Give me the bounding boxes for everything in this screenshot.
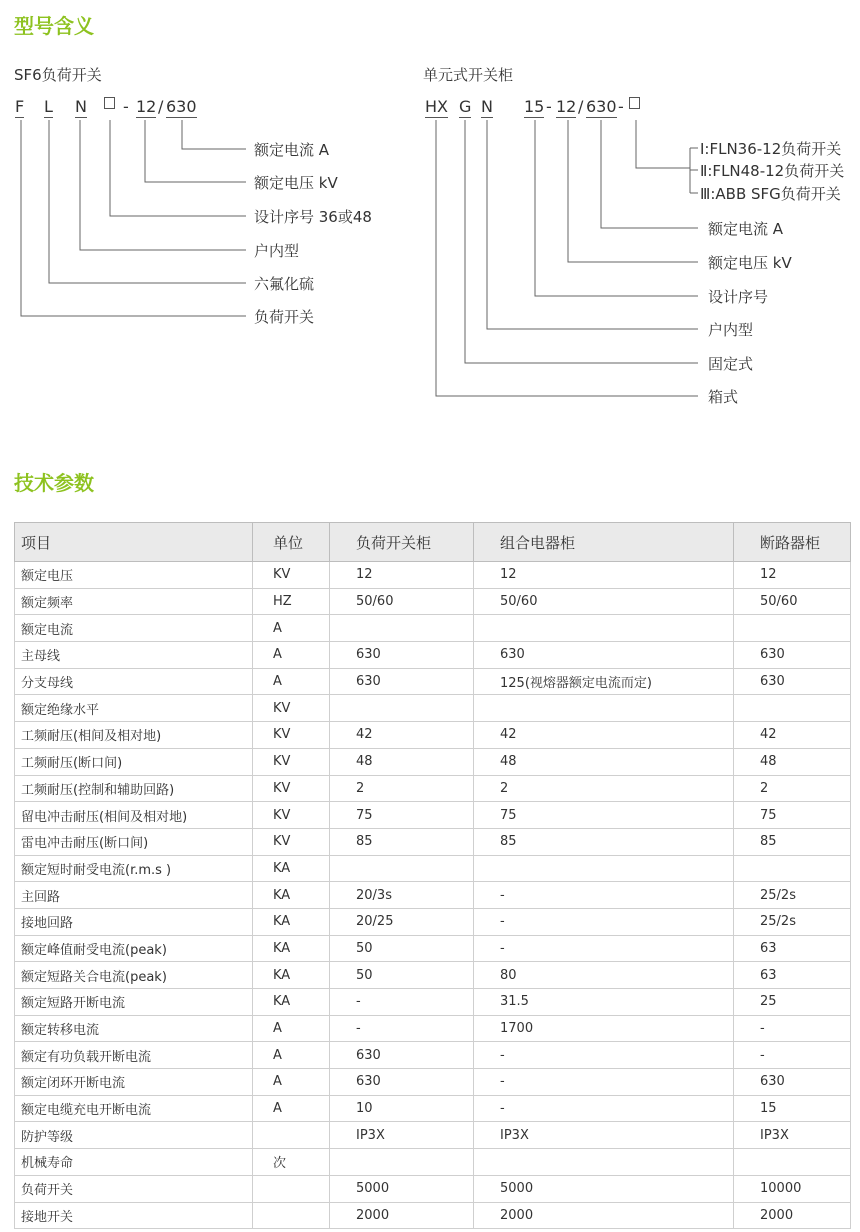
cell-item: 额定短路关合电流(peak): [15, 962, 253, 989]
left-label-rated-current: 额定电流 A: [254, 141, 330, 159]
header-unit: 单位: [253, 523, 330, 562]
cell-breaker: 630: [734, 642, 851, 669]
table-row: [15, 1069, 851, 1096]
cell-unit: KA: [253, 882, 330, 909]
right-subtitle: 单元式开关柜: [423, 66, 514, 84]
cell-unit: KV: [253, 802, 330, 829]
cell-item: 雷电冲击耐压(断口间): [15, 828, 253, 855]
right-label-rated-current: 额定电流 A: [708, 220, 784, 238]
cell-combined: 1700: [474, 1015, 734, 1042]
cell-item: 额定短路开断电流: [15, 989, 253, 1016]
cell-combined: 12: [474, 562, 734, 589]
cell-item: 工频耐压(控制和辅助回路): [15, 775, 253, 802]
cell-load-switch: 630: [330, 642, 474, 669]
cell-breaker: IP3X: [734, 1122, 851, 1149]
code-630: 630: [166, 97, 197, 116]
cell-load-switch: 630: [330, 1042, 474, 1069]
cell-breaker: 42: [734, 722, 851, 749]
cell-load-switch: 12: [330, 562, 474, 589]
cell-combined: 50/60: [474, 588, 734, 615]
table-row: [15, 588, 851, 615]
cell-item: 额定绝缘水平: [15, 695, 253, 722]
code-12: 12: [136, 97, 157, 116]
cell-unit: A: [253, 1069, 330, 1096]
code-f: F: [15, 97, 25, 116]
cell-breaker: 10000: [734, 1175, 851, 1202]
cell-unit: [253, 1175, 330, 1202]
code-dash: -: [123, 97, 129, 116]
table-row: [15, 1042, 851, 1069]
cell-unit: KA: [253, 989, 330, 1016]
left-label-sf6: 六氟化硫: [254, 275, 315, 293]
cell-breaker: 630: [734, 668, 851, 695]
cell-load-switch: 48: [330, 748, 474, 775]
cell-combined: -: [474, 935, 734, 962]
cell-item: 主回路: [15, 882, 253, 909]
right-option-1: I:FLN36-12负荷开关: [700, 140, 842, 158]
cell-unit: A: [253, 615, 330, 642]
cell-breaker: 48: [734, 748, 851, 775]
cell-breaker: [734, 695, 851, 722]
cell-item: 留电冲击耐压(相间及相对地): [15, 802, 253, 829]
cell-load-switch: 75: [330, 802, 474, 829]
cell-item: 额定短时耐受电流(r.m.s ): [15, 855, 253, 882]
code-12: 12: [556, 97, 577, 116]
cell-breaker: -: [734, 1015, 851, 1042]
right-label-indoor: 户内型: [708, 321, 754, 339]
code-n: N: [481, 97, 493, 116]
table-row: [15, 722, 851, 749]
table-body: [15, 562, 851, 1229]
table-row: [15, 855, 851, 882]
code-n: N: [75, 97, 87, 116]
table-row: [15, 1175, 851, 1202]
right-label-rated-voltage: 额定电压 kV: [708, 254, 792, 272]
cell-combined: -: [474, 1095, 734, 1122]
table-row: [15, 1015, 851, 1042]
header-item: 项目: [15, 523, 253, 562]
cell-unit: A: [253, 1095, 330, 1122]
table-row: [15, 615, 851, 642]
cell-breaker: 15: [734, 1095, 851, 1122]
cell-unit: KA: [253, 935, 330, 962]
cell-breaker: 75: [734, 802, 851, 829]
cell-item: 工频耐压(断口间): [15, 748, 253, 775]
code-dash: -: [546, 97, 552, 116]
cell-unit: [253, 1122, 330, 1149]
cell-breaker: [734, 855, 851, 882]
cell-unit: A: [253, 668, 330, 695]
cell-load-switch: 2: [330, 775, 474, 802]
table-row: [15, 802, 851, 829]
table-row: [15, 775, 851, 802]
cell-item: 额定有功负载开断电流: [15, 1042, 253, 1069]
cell-item: 防护等级: [15, 1122, 253, 1149]
cell-item: 接地回路: [15, 908, 253, 935]
cell-unit: KV: [253, 828, 330, 855]
code-dash-2: -: [618, 97, 624, 116]
cell-combined: 125(视熔器额定电流而定): [474, 668, 734, 695]
cell-combined: [474, 615, 734, 642]
cell-load-switch: IP3X: [330, 1122, 474, 1149]
right-label-box-type: 箱式: [708, 388, 739, 406]
cell-item: 负荷开关: [15, 1175, 253, 1202]
right-label-design-serial: 设计序号: [708, 288, 769, 306]
cell-item: 机械寿命: [15, 1149, 253, 1176]
right-label-fixed: 固定式: [708, 355, 754, 373]
cell-breaker: 63: [734, 935, 851, 962]
cell-combined: 48: [474, 748, 734, 775]
cell-combined: 630: [474, 642, 734, 669]
code-hx: HX: [425, 97, 448, 116]
table-row: [15, 1122, 851, 1149]
cell-item: 额定闭环开断电流: [15, 1069, 253, 1096]
cell-combined: 85: [474, 828, 734, 855]
cell-breaker: 63: [734, 962, 851, 989]
cell-breaker: 2000: [734, 1202, 851, 1229]
table-row: [15, 748, 851, 775]
code-slash: /: [578, 97, 584, 116]
cell-load-switch: 85: [330, 828, 474, 855]
cell-combined: 42: [474, 722, 734, 749]
cell-unit: KA: [253, 962, 330, 989]
right-option-3: Ⅲ:ABB SFG负荷开关: [700, 185, 841, 203]
header-load-switch-cabinet: 负荷开关柜: [330, 523, 474, 562]
cell-combined: -: [474, 1069, 734, 1096]
header-combined-cabinet: 组合电器柜: [474, 523, 734, 562]
cell-unit: KV: [253, 775, 330, 802]
cell-load-switch: [330, 615, 474, 642]
cell-combined: [474, 1149, 734, 1176]
cell-unit: [253, 1202, 330, 1229]
cell-combined: [474, 855, 734, 882]
cell-combined: 5000: [474, 1175, 734, 1202]
cell-load-switch: 50: [330, 962, 474, 989]
cell-unit: 次: [253, 1149, 330, 1176]
cell-unit: KV: [253, 722, 330, 749]
cell-combined: -: [474, 1042, 734, 1069]
cell-combined: -: [474, 908, 734, 935]
cell-item: 额定转移电流: [15, 1015, 253, 1042]
cell-breaker: 50/60: [734, 588, 851, 615]
table-row: [15, 828, 851, 855]
cell-combined: 75: [474, 802, 734, 829]
cell-unit: HZ: [253, 588, 330, 615]
cell-load-switch: 20/3s: [330, 882, 474, 909]
cell-load-switch: 20/25: [330, 908, 474, 935]
code-slash: /: [158, 97, 164, 116]
cell-breaker: [734, 1149, 851, 1176]
tech-params-table: [14, 522, 851, 1229]
cell-load-switch: 10: [330, 1095, 474, 1122]
cell-unit: KV: [253, 695, 330, 722]
left-label-design-serial: 设计序号 36或48: [254, 208, 372, 226]
cell-load-switch: [330, 695, 474, 722]
cell-load-switch: 42: [330, 722, 474, 749]
cell-unit: A: [253, 642, 330, 669]
cell-breaker: 25: [734, 989, 851, 1016]
left-label-indoor: 户内型: [254, 242, 300, 260]
cell-load-switch: 5000: [330, 1175, 474, 1202]
cell-unit: KA: [253, 855, 330, 882]
cell-breaker: 85: [734, 828, 851, 855]
cell-breaker: 25/2s: [734, 882, 851, 909]
cell-unit: KA: [253, 908, 330, 935]
cell-item: 工频耐压(相间及相对地): [15, 722, 253, 749]
table-row: [15, 562, 851, 589]
cell-load-switch: 630: [330, 668, 474, 695]
table-row: [15, 1202, 851, 1229]
cell-unit: A: [253, 1015, 330, 1042]
cell-load-switch: 2000: [330, 1202, 474, 1229]
cell-combined: IP3X: [474, 1122, 734, 1149]
code-g: G: [459, 97, 472, 116]
code-l: L: [44, 97, 53, 116]
cell-combined: 2000: [474, 1202, 734, 1229]
cell-unit: KV: [253, 748, 330, 775]
cell-breaker: 2: [734, 775, 851, 802]
cell-breaker: 25/2s: [734, 908, 851, 935]
cell-item: 额定频率: [15, 588, 253, 615]
cell-load-switch: 630: [330, 1069, 474, 1096]
cell-item: 额定峰值耐受电流(peak): [15, 935, 253, 962]
cell-unit: A: [253, 1042, 330, 1069]
left-subtitle: SF6负荷开关: [14, 66, 102, 84]
cell-combined: [474, 695, 734, 722]
cell-load-switch: 50: [330, 935, 474, 962]
cell-load-switch: 50/60: [330, 588, 474, 615]
table-row: [15, 908, 851, 935]
cell-load-switch: -: [330, 1015, 474, 1042]
cell-combined: 2: [474, 775, 734, 802]
table-row: [15, 642, 851, 669]
cell-item: 分支母线: [15, 668, 253, 695]
cell-load-switch: -: [330, 989, 474, 1016]
cell-item: 额定电缆充电开断电流: [15, 1095, 253, 1122]
section-title-model-meaning: 型号含义: [14, 14, 94, 38]
table-row: [15, 962, 851, 989]
left-label-rated-voltage: 额定电压 kV: [254, 174, 338, 192]
header-breaker-cabinet: 断路器柜: [734, 523, 851, 562]
table-row: [15, 668, 851, 695]
cell-item: 额定电压: [15, 562, 253, 589]
cell-combined: 80: [474, 962, 734, 989]
section-title-tech-params: 技术参数: [14, 471, 94, 495]
code-630: 630: [586, 97, 617, 116]
table-row: [15, 1149, 851, 1176]
table-row: [15, 1095, 851, 1122]
table-row: [15, 989, 851, 1016]
table-row: [15, 882, 851, 909]
cell-breaker: -: [734, 1042, 851, 1069]
cell-combined: -: [474, 882, 734, 909]
cell-load-switch: [330, 855, 474, 882]
cell-item: 主母线: [15, 642, 253, 669]
cell-load-switch: [330, 1149, 474, 1176]
table-row: [15, 695, 851, 722]
right-option-2: Ⅱ:FLN48-12负荷开关: [700, 162, 845, 180]
cell-combined: 31.5: [474, 989, 734, 1016]
code-15: 15: [524, 97, 545, 116]
cell-breaker: [734, 615, 851, 642]
table-row: [15, 935, 851, 962]
left-label-load-switch: 负荷开关: [254, 308, 315, 326]
cell-breaker: 630: [734, 1069, 851, 1096]
cell-unit: KV: [253, 562, 330, 589]
cell-breaker: 12: [734, 562, 851, 589]
cell-item: 额定电流: [15, 615, 253, 642]
table-header-row: [15, 523, 851, 562]
cell-item: 接地开关: [15, 1202, 253, 1229]
